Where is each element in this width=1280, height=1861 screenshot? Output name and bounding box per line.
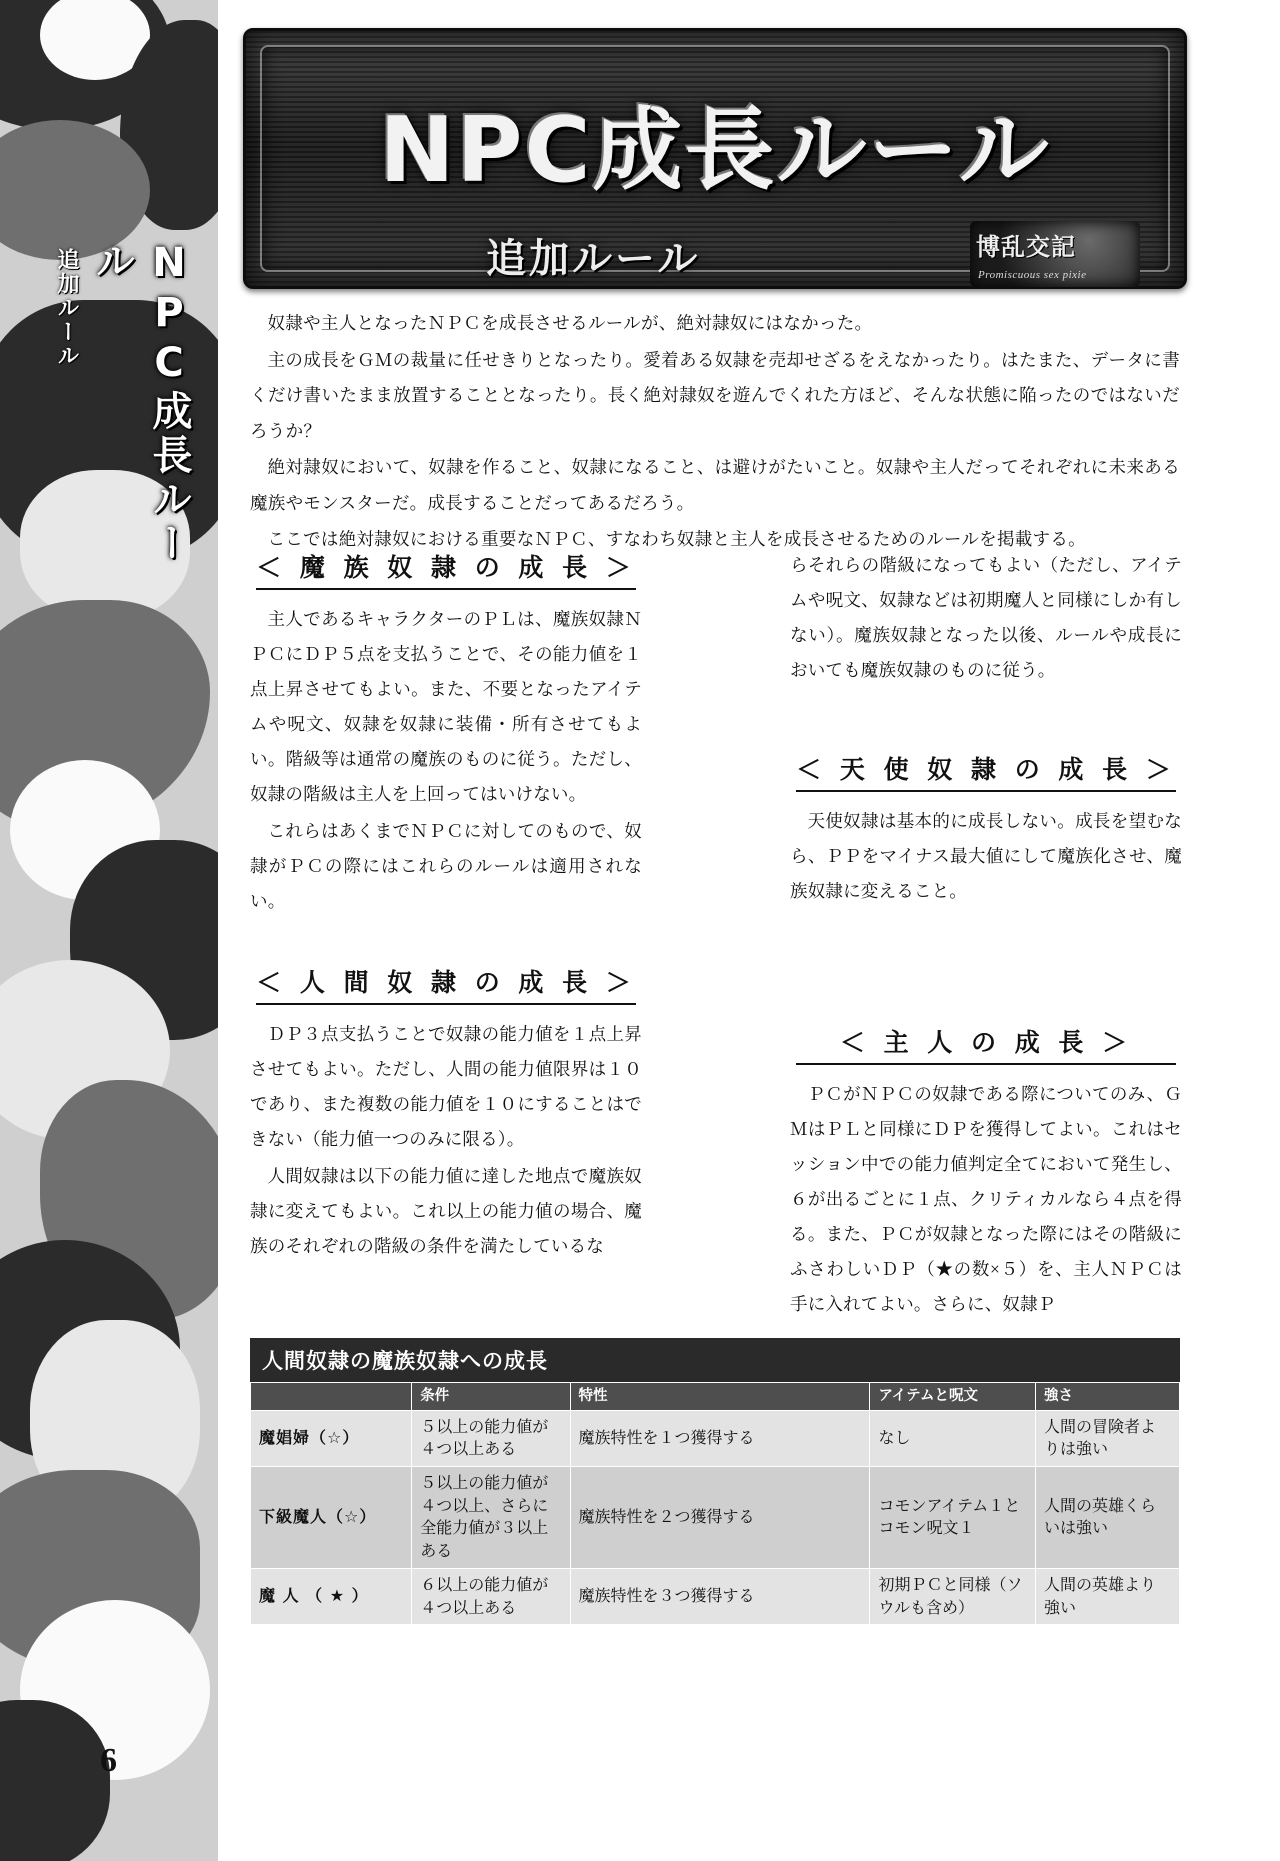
series-logo-sub: Promiscuous sex pixie <box>978 269 1087 281</box>
header-plaque <box>243 28 1187 289</box>
spacer <box>790 911 1182 1023</box>
table-cell-condition: ５以上の能力値が４つ以上、さらに全能力値が３以上ある <box>412 1467 570 1569</box>
table-cell-condition: ６以上の能力値が４つ以上ある <box>412 1568 570 1624</box>
table-column-header: 強さ <box>1036 1383 1180 1411</box>
section-paragraph: これらはあくまでＮＰＣに対してのもので、奴隷がＰＣの際にはこれらのルールは適用されない。 <box>250 821 642 911</box>
growth-table-wrapper <box>250 1338 1180 1625</box>
table-row <box>251 1568 1180 1624</box>
section-paragraph: ＰＣがＮＰＣの奴隷である際についてのみ、ＧＭはＰＬと同様にＤＰを獲得してよい。これはセッション中での能力値判定全てにおいて発生し、６が出るごとに１点、クリティカルなら４点を得る。また、ＰＣが奴隷となった際にはその階級にふさわしいＤＰ（★の数×５）を、主人ＮＰＣは手に入れてよい。さらに、奴隷Ｐ <box>790 1084 1182 1314</box>
table-row <box>251 1467 1180 1569</box>
page-subtitle: 追加ルール <box>486 236 701 282</box>
table-cell-name: 下級魔人（☆） <box>251 1467 412 1569</box>
table-column-header <box>251 1383 412 1411</box>
table-cell-power: 人間の冒険者よりは強い <box>1036 1410 1180 1466</box>
table-cell-name: 魔娼婦（☆） <box>251 1410 412 1466</box>
side-vertical-subtitle: 追加ルール <box>54 248 79 368</box>
section-heading-human-slave: ＜ 人 間 奴 隷 の 成 長 ＞ <box>256 963 636 1005</box>
spacer <box>790 690 1182 750</box>
table-cell-trait: 魔族特性を３つ獲得する <box>570 1568 870 1624</box>
table-cell-items: 初期ＰＣと同様（ソウルも含め） <box>870 1568 1036 1624</box>
intro-paragraph: ここでは絶対隷奴における重要なＮＰＣ、すなわち奴隷と主人を成長させるためのルールを掲載する。 <box>267 529 1086 550</box>
intro-paragraph: 奴隷や主人となったＮＰＣを成長させるルールが、絶対隷奴にはなかった。 <box>267 313 873 333</box>
table-row <box>251 1410 1180 1466</box>
table-column-header: 特性 <box>570 1383 870 1411</box>
left-column <box>250 548 642 1266</box>
table-title: 人間奴隷の魔族奴隷への成長 <box>250 1338 1180 1382</box>
table-cell-power: 人間の英雄くらいは強い <box>1036 1467 1180 1569</box>
section-heading-angel-slave: ＜ 天 使 奴 隷 の 成 長 ＞ <box>796 750 1176 792</box>
section-paragraph: 天使奴隷は基本的に成長しない。成長を望むなら、ＰＰをマイナス最大値にして魔族化させ、魔族奴隷に変えること。 <box>790 811 1182 901</box>
page-title: NPC成長ルール <box>379 98 1051 203</box>
section-heading-master: ＜ 主 人 の 成 長 ＞ <box>796 1023 1176 1065</box>
section-heading-demon-slave: ＜ 魔 族 奴 隷 の 成 長 ＞ <box>256 548 636 590</box>
side-vertical-title: NPC成長ルール <box>89 240 192 566</box>
page-number: 6 <box>100 1742 117 1779</box>
table-cell-items: なし <box>870 1410 1036 1466</box>
section-paragraph: ＤＰ３点支払うことで奴隷の能力値を１点上昇させてもよい。ただし、人間の能力値限界は１０であり、また複数の能力値を１０にすることはできない（能力値一つのみに限る）。 <box>250 1024 642 1149</box>
table-cell-power: 人間の英雄より強い <box>1036 1568 1180 1624</box>
intro-paragraph: 主の成長をＧＭの裁量に任せきりとなったり。愛着ある奴隷を売却せざるをえなかったり。はたまた、データに書くだけ書いたまま放置することとなったり。長く絶対隷奴を遊んでくれた方ほど、そんな状態に陥ったのではないだろうか？ <box>250 349 1180 441</box>
table-cell-trait: 魔族特性を１つ獲得する <box>570 1410 870 1466</box>
growth-table <box>250 1382 1180 1625</box>
table-column-header: アイテムと呪文 <box>870 1383 1036 1411</box>
two-column-body <box>250 548 1182 1324</box>
table-cell-items: コモンアイテム１とコモン呪文１ <box>870 1467 1036 1569</box>
table-cell-name: 魔 人 （ ★ ） <box>251 1568 412 1624</box>
table-cell-trait: 魔族特性を２つ獲得する <box>570 1467 870 1569</box>
series-logo <box>970 221 1140 287</box>
spacer <box>250 921 642 963</box>
section-paragraph: 人間奴隷は以下の能力値に達した地点で魔族奴隷に変えてもよい。これ以上の能力値の場合、魔族のそれぞれの階級の条件を満たしているな <box>250 1166 642 1256</box>
section-paragraph: 主人であるキャラクターのＰＬは、魔族奴隷ＮＰＣにＤＰ５点を支払うことで、その能力値を１点上昇させてもよい。また、不要となったアイテムや呪文、奴隷を奴隷に装備・所有させてもよい。階級等は通常の魔族のものに従う。ただし、奴隷の階級は主人を上回ってはいけない。 <box>250 609 642 804</box>
section-paragraph-continued: らそれらの階級になってもよい（ただし、アイテムや呪文、奴隷などは初期魔人と同様にしか有しない）。魔族奴隷となった以後、ルールや成長においても魔族奴隷のものに従う。 <box>790 555 1182 680</box>
intro-block <box>250 306 1180 559</box>
table-header-row <box>251 1383 1180 1411</box>
right-column <box>790 548 1182 1324</box>
series-logo-main: 博乱交記 <box>976 233 1076 261</box>
table-column-header: 条件 <box>412 1383 570 1411</box>
table-cell-condition: ５以上の能力値が４つ以上ある <box>412 1410 570 1466</box>
intro-paragraph: 絶対隷奴において、奴隷を作ること、奴隷になること、は避けがたいこと。奴隷や主人だってそれぞれに未来ある魔族やモンスターだ。成長することだってあるだろう。 <box>250 457 1180 513</box>
illustration-column <box>0 0 218 1861</box>
